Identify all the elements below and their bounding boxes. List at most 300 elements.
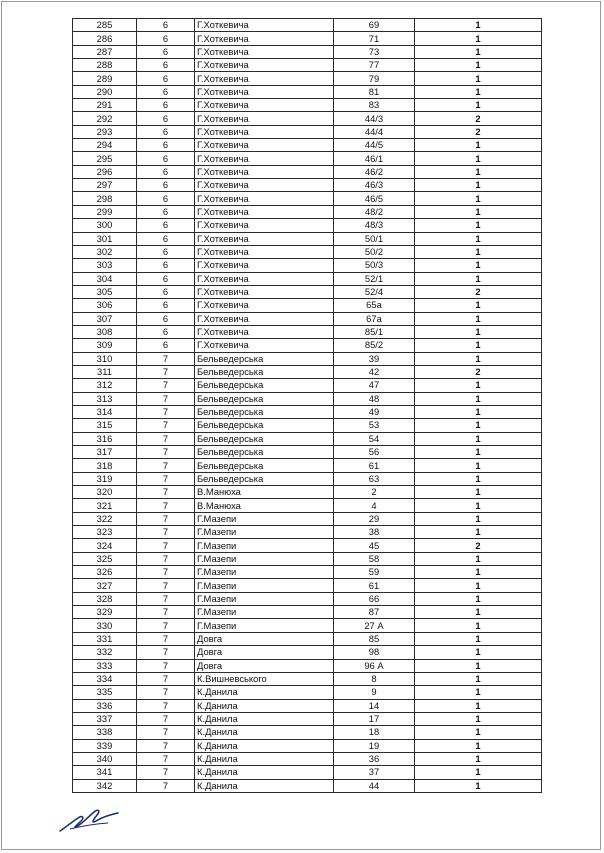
street-name-cell: Г.Хоткевича — [195, 139, 334, 152]
count-cell: 1 — [415, 392, 542, 405]
street-name-cell: Г.Хоткевича — [195, 45, 334, 58]
table-row — [73, 619, 542, 632]
row-number-cell: 324 — [73, 539, 137, 552]
house-number-cell: 48/3 — [334, 219, 415, 232]
street-name-cell: Г.Хоткевича — [195, 245, 334, 258]
district-cell: 7 — [137, 446, 195, 459]
table-row — [73, 552, 542, 565]
row-number-cell: 304 — [73, 272, 137, 285]
house-number-cell: 36 — [334, 752, 415, 765]
house-number-cell: 48 — [334, 392, 415, 405]
row-number-cell: 330 — [73, 619, 137, 632]
table-row — [73, 779, 542, 792]
table-row — [73, 299, 542, 312]
house-number-cell: 2 — [334, 486, 415, 499]
house-number-cell: 47 — [334, 379, 415, 392]
count-cell: 1 — [415, 712, 542, 725]
row-number-cell: 293 — [73, 125, 137, 138]
count-cell: 1 — [415, 59, 542, 72]
row-number-cell: 305 — [73, 285, 137, 298]
count-cell: 1 — [415, 686, 542, 699]
table-row — [73, 739, 542, 752]
street-name-cell: Довга — [195, 659, 334, 672]
house-number-cell: 65а — [334, 299, 415, 312]
house-number-cell: 54 — [334, 432, 415, 445]
table-row — [73, 152, 542, 165]
house-number-cell: 44/4 — [334, 125, 415, 138]
house-number-cell: 85 — [334, 632, 415, 645]
district-cell: 6 — [137, 205, 195, 218]
district-cell: 6 — [137, 32, 195, 45]
table-row — [73, 712, 542, 725]
count-cell: 2 — [415, 112, 542, 125]
street-name-cell: Бельведерська — [195, 432, 334, 445]
house-number-cell: 8 — [334, 672, 415, 685]
street-name-cell: К.Данила — [195, 766, 334, 779]
count-cell: 1 — [415, 205, 542, 218]
table-row — [73, 165, 542, 178]
district-cell: 6 — [137, 339, 195, 352]
house-number-cell: 96 А — [334, 659, 415, 672]
street-name-cell: Г.Хоткевича — [195, 272, 334, 285]
row-number-cell: 326 — [73, 566, 137, 579]
count-cell: 1 — [415, 232, 542, 245]
house-number-cell: 53 — [334, 419, 415, 432]
row-number-cell: 334 — [73, 672, 137, 685]
table-row — [73, 125, 542, 138]
table-row — [73, 232, 542, 245]
district-cell: 6 — [137, 125, 195, 138]
count-cell: 1 — [415, 192, 542, 205]
district-cell: 7 — [137, 752, 195, 765]
count-cell: 1 — [415, 459, 542, 472]
house-number-cell: 46/3 — [334, 179, 415, 192]
table-row — [73, 192, 542, 205]
district-cell: 7 — [137, 499, 195, 512]
street-name-cell: Г.Хоткевича — [195, 259, 334, 272]
house-number-cell: 46/2 — [334, 165, 415, 178]
table-row — [73, 459, 542, 472]
street-name-cell: Довга — [195, 646, 334, 659]
district-cell: 6 — [137, 245, 195, 258]
house-number-cell: 44/3 — [334, 112, 415, 125]
house-number-cell: 44 — [334, 779, 415, 792]
row-number-cell: 297 — [73, 179, 137, 192]
table-row — [73, 272, 542, 285]
street-name-cell: Г.Хоткевича — [195, 219, 334, 232]
district-cell: 7 — [137, 432, 195, 445]
district-cell: 7 — [137, 352, 195, 365]
house-number-cell: 4 — [334, 499, 415, 512]
count-cell: 1 — [415, 312, 542, 325]
row-number-cell: 306 — [73, 299, 137, 312]
house-number-cell: 46/5 — [334, 192, 415, 205]
table-row — [73, 32, 542, 45]
district-cell: 7 — [137, 712, 195, 725]
street-name-cell: К.Данила — [195, 752, 334, 765]
house-number-cell: 77 — [334, 59, 415, 72]
count-cell: 1 — [415, 325, 542, 338]
district-cell: 6 — [137, 259, 195, 272]
district-cell: 7 — [137, 365, 195, 378]
district-cell: 6 — [137, 272, 195, 285]
row-number-cell: 323 — [73, 526, 137, 539]
table-row — [73, 219, 542, 232]
district-cell: 6 — [137, 19, 195, 32]
table-row — [73, 752, 542, 765]
street-name-cell: Г.Хоткевича — [195, 339, 334, 352]
count-cell: 1 — [415, 379, 542, 392]
street-name-cell: Г.Мазепи — [195, 579, 334, 592]
house-number-cell: 27 А — [334, 619, 415, 632]
table-row — [73, 339, 542, 352]
street-name-cell: К.Данила — [195, 699, 334, 712]
house-number-cell: 71 — [334, 32, 415, 45]
row-number-cell: 294 — [73, 139, 137, 152]
district-cell: 7 — [137, 606, 195, 619]
count-cell: 1 — [415, 219, 542, 232]
street-name-cell: К.Данила — [195, 686, 334, 699]
table-row — [73, 446, 542, 459]
street-name-cell: К.Вишневського — [195, 672, 334, 685]
count-cell: 1 — [415, 405, 542, 418]
house-number-cell: 39 — [334, 352, 415, 365]
district-cell: 7 — [137, 592, 195, 605]
district-cell: 7 — [137, 472, 195, 485]
house-number-cell: 18 — [334, 726, 415, 739]
table-row — [73, 646, 542, 659]
district-cell: 7 — [137, 726, 195, 739]
house-number-cell: 42 — [334, 365, 415, 378]
table-row — [73, 766, 542, 779]
street-name-cell: К.Данила — [195, 739, 334, 752]
row-number-cell: 307 — [73, 312, 137, 325]
house-number-cell: 50/3 — [334, 259, 415, 272]
count-cell: 1 — [415, 499, 542, 512]
count-cell: 1 — [415, 766, 542, 779]
street-name-cell: Г.Хоткевича — [195, 325, 334, 338]
table-row — [73, 699, 542, 712]
count-cell: 1 — [415, 619, 542, 632]
table-row — [73, 672, 542, 685]
row-number-cell: 310 — [73, 352, 137, 365]
district-cell: 7 — [137, 526, 195, 539]
street-name-cell: Г.Мазепи — [195, 526, 334, 539]
row-number-cell: 315 — [73, 419, 137, 432]
house-number-cell: 52/1 — [334, 272, 415, 285]
count-cell: 2 — [415, 539, 542, 552]
house-number-cell: 52/4 — [334, 285, 415, 298]
table-row — [73, 606, 542, 619]
district-cell: 6 — [137, 72, 195, 85]
count-cell: 1 — [415, 472, 542, 485]
table-row — [73, 112, 542, 125]
house-number-cell: 19 — [334, 739, 415, 752]
house-number-cell: 38 — [334, 526, 415, 539]
street-name-cell: Г.Хоткевича — [195, 125, 334, 138]
house-number-cell: 46/1 — [334, 152, 415, 165]
row-number-cell: 342 — [73, 779, 137, 792]
street-name-cell: Г.Мазепи — [195, 606, 334, 619]
table-row — [73, 139, 542, 152]
row-number-cell: 298 — [73, 192, 137, 205]
count-cell: 1 — [415, 566, 542, 579]
count-cell: 1 — [415, 139, 542, 152]
count-cell: 2 — [415, 365, 542, 378]
district-cell: 6 — [137, 59, 195, 72]
street-name-cell: Г.Хоткевича — [195, 72, 334, 85]
address-table — [72, 18, 542, 793]
district-cell: 6 — [137, 85, 195, 98]
count-cell: 1 — [415, 272, 542, 285]
row-number-cell: 328 — [73, 592, 137, 605]
address-table-body — [73, 19, 542, 793]
house-number-cell: 58 — [334, 552, 415, 565]
district-cell: 7 — [137, 766, 195, 779]
district-cell: 6 — [137, 165, 195, 178]
street-name-cell: Бельведерська — [195, 392, 334, 405]
count-cell: 2 — [415, 285, 542, 298]
street-name-cell: К.Данила — [195, 726, 334, 739]
table-row — [73, 59, 542, 72]
table-row — [73, 726, 542, 739]
table-row — [73, 432, 542, 445]
table-row — [73, 392, 542, 405]
count-cell: 1 — [415, 446, 542, 459]
row-number-cell: 285 — [73, 19, 137, 32]
row-number-cell: 302 — [73, 245, 137, 258]
count-cell: 1 — [415, 19, 542, 32]
table-row — [73, 205, 542, 218]
row-number-cell: 333 — [73, 659, 137, 672]
house-number-cell: 85/1 — [334, 325, 415, 338]
street-name-cell: Г.Хоткевича — [195, 112, 334, 125]
street-name-cell: Г.Хоткевича — [195, 99, 334, 112]
district-cell: 7 — [137, 632, 195, 645]
count-cell: 2 — [415, 125, 542, 138]
count-cell: 1 — [415, 45, 542, 58]
district-cell: 6 — [137, 299, 195, 312]
house-number-cell: 61 — [334, 579, 415, 592]
row-number-cell: 335 — [73, 686, 137, 699]
row-number-cell: 289 — [73, 72, 137, 85]
house-number-cell: 56 — [334, 446, 415, 459]
street-name-cell: Г.Хоткевича — [195, 312, 334, 325]
row-number-cell: 325 — [73, 552, 137, 565]
street-name-cell: Г.Хоткевича — [195, 192, 334, 205]
table-row — [73, 632, 542, 645]
district-cell: 7 — [137, 512, 195, 525]
district-cell: 7 — [137, 552, 195, 565]
district-cell: 7 — [137, 405, 195, 418]
count-cell: 1 — [415, 419, 542, 432]
table-row — [73, 259, 542, 272]
street-name-cell: Г.Хоткевича — [195, 299, 334, 312]
street-name-cell: Бельведерська — [195, 379, 334, 392]
table-row — [73, 499, 542, 512]
count-cell: 1 — [415, 699, 542, 712]
house-number-cell: 37 — [334, 766, 415, 779]
house-number-cell: 69 — [334, 19, 415, 32]
house-number-cell: 45 — [334, 539, 415, 552]
street-name-cell: Бельведерська — [195, 365, 334, 378]
street-name-cell: Г.Хоткевича — [195, 32, 334, 45]
count-cell: 1 — [415, 632, 542, 645]
count-cell: 1 — [415, 739, 542, 752]
district-cell: 6 — [137, 192, 195, 205]
row-number-cell: 300 — [73, 219, 137, 232]
table-row — [73, 659, 542, 672]
house-number-cell: 17 — [334, 712, 415, 725]
table-row — [73, 365, 542, 378]
count-cell: 1 — [415, 752, 542, 765]
table-row — [73, 405, 542, 418]
row-number-cell: 301 — [73, 232, 137, 245]
house-number-cell: 83 — [334, 99, 415, 112]
street-name-cell: Бельведерська — [195, 419, 334, 432]
table-row — [73, 566, 542, 579]
house-number-cell: 67а — [334, 312, 415, 325]
count-cell: 1 — [415, 579, 542, 592]
count-cell: 1 — [415, 526, 542, 539]
street-name-cell: Бельведерська — [195, 405, 334, 418]
street-name-cell: Г.Хоткевича — [195, 165, 334, 178]
row-number-cell: 295 — [73, 152, 137, 165]
row-number-cell: 290 — [73, 85, 137, 98]
house-number-cell: 48/2 — [334, 205, 415, 218]
count-cell: 1 — [415, 165, 542, 178]
table-row — [73, 512, 542, 525]
street-name-cell: Г.Хоткевича — [195, 19, 334, 32]
street-name-cell: Бельведерська — [195, 352, 334, 365]
count-cell: 1 — [415, 339, 542, 352]
district-cell: 6 — [137, 219, 195, 232]
district-cell: 6 — [137, 312, 195, 325]
street-name-cell: В.Манюха — [195, 499, 334, 512]
row-number-cell: 329 — [73, 606, 137, 619]
house-number-cell: 98 — [334, 646, 415, 659]
house-number-cell: 59 — [334, 566, 415, 579]
street-name-cell: Г.Хоткевича — [195, 152, 334, 165]
house-number-cell: 81 — [334, 85, 415, 98]
row-number-cell: 287 — [73, 45, 137, 58]
table-row — [73, 486, 542, 499]
row-number-cell: 337 — [73, 712, 137, 725]
street-name-cell: Г.Мазепи — [195, 552, 334, 565]
count-cell: 1 — [415, 512, 542, 525]
house-number-cell: 50/2 — [334, 245, 415, 258]
row-number-cell: 308 — [73, 325, 137, 338]
house-number-cell: 87 — [334, 606, 415, 619]
count-cell: 1 — [415, 85, 542, 98]
row-number-cell: 322 — [73, 512, 137, 525]
street-name-cell: Г.Мазепи — [195, 592, 334, 605]
row-number-cell: 288 — [73, 59, 137, 72]
row-number-cell: 319 — [73, 472, 137, 485]
count-cell: 1 — [415, 486, 542, 499]
row-number-cell: 313 — [73, 392, 137, 405]
row-number-cell: 292 — [73, 112, 137, 125]
table-row — [73, 325, 542, 338]
count-cell: 1 — [415, 552, 542, 565]
street-name-cell: Бельведерська — [195, 472, 334, 485]
count-cell: 1 — [415, 99, 542, 112]
table-row — [73, 539, 542, 552]
district-cell: 6 — [137, 99, 195, 112]
row-number-cell: 312 — [73, 379, 137, 392]
count-cell: 1 — [415, 152, 542, 165]
district-cell: 6 — [137, 285, 195, 298]
row-number-cell: 316 — [73, 432, 137, 445]
row-number-cell: 336 — [73, 699, 137, 712]
signature-icon — [58, 805, 120, 840]
row-number-cell: 321 — [73, 499, 137, 512]
street-name-cell: Г.Хоткевича — [195, 85, 334, 98]
count-cell: 1 — [415, 245, 542, 258]
house-number-cell: 63 — [334, 472, 415, 485]
house-number-cell: 73 — [334, 45, 415, 58]
table-row — [73, 419, 542, 432]
street-name-cell: Г.Мазепи — [195, 566, 334, 579]
count-cell: 1 — [415, 779, 542, 792]
table-row — [73, 686, 542, 699]
street-name-cell: Г.Мазепи — [195, 619, 334, 632]
house-number-cell: 61 — [334, 459, 415, 472]
district-cell: 6 — [137, 325, 195, 338]
table-row — [73, 579, 542, 592]
district-cell: 7 — [137, 646, 195, 659]
district-cell: 7 — [137, 486, 195, 499]
street-name-cell: Довга — [195, 632, 334, 645]
house-number-cell: 79 — [334, 72, 415, 85]
district-cell: 6 — [137, 112, 195, 125]
street-name-cell: Г.Хоткевича — [195, 205, 334, 218]
house-number-cell: 44/5 — [334, 139, 415, 152]
street-name-cell: Бельведерська — [195, 459, 334, 472]
house-number-cell: 29 — [334, 512, 415, 525]
district-cell: 6 — [137, 152, 195, 165]
street-name-cell: Г.Хоткевича — [195, 179, 334, 192]
district-cell: 7 — [137, 699, 195, 712]
district-cell: 6 — [137, 179, 195, 192]
row-number-cell: 291 — [73, 99, 137, 112]
table-row — [73, 19, 542, 32]
table-row — [73, 352, 542, 365]
table-row — [73, 379, 542, 392]
street-name-cell: К.Данила — [195, 712, 334, 725]
district-cell: 7 — [137, 739, 195, 752]
row-number-cell: 303 — [73, 259, 137, 272]
table-row — [73, 179, 542, 192]
count-cell: 1 — [415, 32, 542, 45]
row-number-cell: 317 — [73, 446, 137, 459]
district-cell: 7 — [137, 619, 195, 632]
row-number-cell: 318 — [73, 459, 137, 472]
table-row — [73, 99, 542, 112]
table-row — [73, 85, 542, 98]
row-number-cell: 314 — [73, 405, 137, 418]
row-number-cell: 320 — [73, 486, 137, 499]
count-cell: 1 — [415, 352, 542, 365]
district-cell: 6 — [137, 232, 195, 245]
table-row — [73, 245, 542, 258]
district-cell: 7 — [137, 659, 195, 672]
count-cell: 1 — [415, 672, 542, 685]
table-row — [73, 72, 542, 85]
house-number-cell: 9 — [334, 686, 415, 699]
row-number-cell: 331 — [73, 632, 137, 645]
count-cell: 1 — [415, 299, 542, 312]
